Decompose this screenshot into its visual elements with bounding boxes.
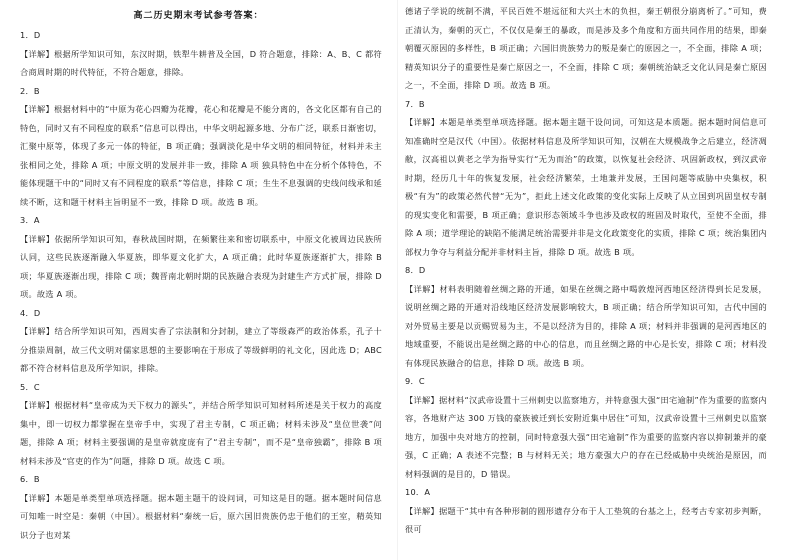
- explanation-paragraph: 【详解】根据材料中的“中原为花心四瓣为花瓣，花心和花瓣是不能分离的，各文化区都有自己的特色，同时又有不同程度的联系”信息可以得出，中华文明起源多地、分布广泛，联系日渐密切，汇聚中原等，体现了多元一体的特征，B 项正确；强调淡化是中华文明的相同特征，材料并未主张相同之处，排除 A 项；中原文明的发展并非一致，排除 A 项 独具特色中在分析个体特色，不能体现题干中的“同时又有不同程度的联系”等信息，排除 C 项；生生不息强调的史线问线承和延续不断，这和题干材料主旨明显不一致，排除 D 项。故选 B 项。: [20, 104, 382, 207]
- explanation-paragraph: 【详解】本题是单类型单项选择题。据本题主题干的设问词，可知这是目的题。据本题时间信息可知唯一时空是：秦朝（中国）。根据材料“秦统一后，原六国旧贵族仍忠于他们的王室，精英知识分子也对某: [20, 492, 382, 540]
- answer-number: 3．A: [20, 215, 40, 225]
- answer-number: 6．B: [20, 474, 40, 484]
- explanation-paragraph: 德诸子学说的统制不满，平民百姓不堪远征和大兴土木的负担，秦王朝很分崩离析了。”可知，费正清认为，秦朝的灭亡，不仅仅是秦王的暴政，而是涉及多个角度和方面共同作用的结果，即秦朝覆灭原因的多样性，B 项正确；六国旧贵族势力的叛是秦亡的原因之一，不全面，排除 A 项；精英知识分子的重要性是秦亡原因之一，不全面，排除 C 项；秦朝统治缺乏文化认同是秦亡原因之一，不全面，排除 D 项。故选 B 项。: [405, 6, 767, 90]
- explanation-paragraph: 【详解】根据所学知识可知，东汉时期，铁犁牛耕普及全国，D 符合题意，排除：A、B、C 都符合商周时期的时代特征，不符合题意，排除。: [20, 48, 382, 77]
- answer-number: 7．B: [405, 98, 425, 109]
- left-column: [20, 26, 382, 544]
- answer-number: 2．B: [20, 85, 40, 96]
- right-column: [405, 2, 767, 539]
- explanation-paragraph: 【详解】据材料“汉武帝设置十三州刺史以监察地方，并特意强大强“田宅逾制”作为重要的监察内容，各地财产达 300 万钱的豪族被迁到长安附近集中居住”可知，汉武帝设置十三州刺史以监察地方，加强中央对地方的控制，同时特意强大强“田宅逾制”作为重要的监察内容以抑制兼并的豪强，C 正确；A 表述不完整；B 与材料无关；地方豪强大户的存在已经威胁中央统治是原因，而材料强调的是目的，D 错误。: [405, 394, 767, 479]
- answer-number: 5．C: [20, 381, 40, 392]
- answer-number: 4．D: [20, 307, 41, 318]
- explanation-paragraph: 【详解】材料表明随着丝绸之路的开通，如果在丝绸之路中喝敦煌河西地区经济得到长足发展，说明丝绸之路的开通对沿线地区经济发展影响较大，B 项正确；结合所学知识可知，古代中国的对外贸易主要是以贡赐贸易为主，不是以经济为目的，排除 A 项；材料并非强调的是河西地区的地域重要，不能说出是丝绸之路的中心的信息，而且丝绸之路的中心是长安，排除 C 项；材料没有体现民族融合的信息，排除 D 项。故选 B 项。: [405, 283, 767, 368]
- answer-number: 10．A: [405, 487, 431, 497]
- explanation-paragraph: 【详解】根据材料“皇帝成为天下权力的源头”，并结合所学知识可知材料所述是关于权力的高度集中，即一切权力都掌握在皇帝手中，实现了君主专制，C 项正确；材料未涉及“皇位世袭”问题，排除 A 项；材料主要强调的是皇帝就度庞有了“君主专制”，而不是“皇帝独霸”，排除 B 项 材料未涉及“官吏的作为”问题，排除 D 项。故选 C 项。: [20, 400, 382, 466]
- answer-number: 8．D: [405, 265, 426, 275]
- explanation-paragraph: 【详解】结合所学知识可知，西周实香了宗法制和分封制，建立了等级森严的政治体系，孔子十分推崇周制，故三代文明对儒家思想的主要影响在于形成了等级鲜明的礼文化，因此选 D；ABC 都不符合材料信息及所学知识，排除。: [20, 326, 382, 373]
- explanation-paragraph: 【详解】本题是单类型单项选择题。据本题主题干设问词，可知这是本质题。据本题时间信息可知准确时空是汉代（中国）。依据材料信息及所学知识可知，汉朝在大规模战争之后建立，经济凋敝，汉高祖以黄老之学为指导实行“无为而治”的政策，以恢复社会经济、巩固新政权，到汉武帝时期，经历几十年的恢复发展，社会经济繁荣，土地兼并发展，王国问题等威胁中央集权，积极“有为”的政策必然代替“无为”，拒此上述文化政策的变化实际上反映了从立国到巩固皇权专制的现实变化和需要，B 项正确；意识形态领域斗争也涉及政权的班固及时取代，至使不全面，排除 A 项；道学理论的缺陷不能满足统治需要并非是文化政策变化的实质，排除 C 项；统治集团内部权力争夺与利益分配并非材料主旨，排除 D 项。故选 B 项。: [405, 117, 767, 257]
- column-divider: [397, 0, 398, 560]
- explanation-paragraph: 【详解】据题干“其中有各种形制的圆形遗存分布于人工垫筑的台基之上，经考古专家初步判断，很可: [405, 505, 767, 534]
- page-title: 高二历史期末考试参考答案：: [133, 11, 264, 21]
- answer-number: 9．C: [405, 376, 425, 386]
- answer-number: 1．D: [20, 30, 41, 40]
- explanation-paragraph: 【详解】依据所学知识可知，春秋战国时期，在频繁往来和密切联系中，中原文化被周边民族所认同，这些民族逐渐融入华夏族，即华夏文化扩大，A 项正确；此时华夏族逐渐扩大，排除 B 项；华夏族逐渐出现，排除 C 项；魏晋南北朝时期的民族融合表现为封建生产方式扩展，排除 D 项。故选 A 项。: [20, 233, 382, 299]
